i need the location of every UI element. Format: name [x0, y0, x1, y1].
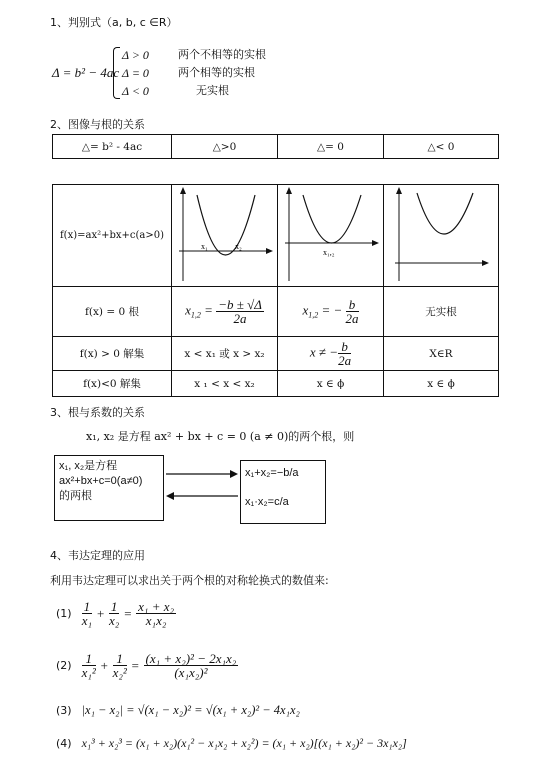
root-var: x	[302, 302, 309, 318]
section-2-heading: 2、图像与根的关系	[50, 118, 145, 131]
double-root-cell: $x_{1,2}$ = − $\frac{b}{2a}$	[278, 287, 384, 337]
formula-text: x₁³ + x₂³ = (x₁ + x₂)(x₁² − x₁x₂ + x₂²) = (x₁ + x₂)[(x₁ + x₂)² − 3x₁x₂]	[81, 736, 407, 750]
case-text: 两个不相等的实根	[178, 48, 266, 61]
section-4-intro: 利用韦达定理可以求出关于两个根的对称轮换式的数值来:	[50, 574, 329, 587]
frac-num: −b ± √Δ	[218, 297, 262, 312]
root-fraction	[216, 298, 264, 325]
fraction	[136, 600, 176, 627]
formula-2: (2) $\frac{1}{\text{x₁²}}$ + $\frac{1}{\text{x₂²}}$ = $\frac{\text{(x₁ + x₂)² − 2x₁x₂}}{\text{(x₁x₂)²}}$	[56, 651, 237, 680]
formula-index: (3)	[56, 704, 72, 717]
root-sub: 1,2	[190, 310, 201, 320]
fraction	[113, 652, 127, 679]
right-box	[240, 460, 326, 524]
row-label: f(x)=ax²+bx+c(a>0)	[53, 185, 172, 287]
table-cell: △= 0	[278, 135, 384, 159]
graph-label-x2: x₂	[234, 242, 242, 251]
frac-den: x₁²	[81, 665, 96, 680]
table-cell: △= b² - 4ac	[53, 135, 172, 159]
formula-1: (1) $\frac{1}{\text{x₁}}$ + $\frac{1}{\text{x₂}}$ = $\frac{\text{x₁ + x₂}}{\text{x₁x₂}}$	[56, 599, 175, 628]
discriminant-table	[52, 134, 499, 159]
root-sub: 1,2	[308, 310, 319, 320]
sum-relation: x₁+x₂=−b/a	[245, 467, 299, 479]
frac-num: (x₁ + x₂)² − 2x₁x₂	[145, 651, 237, 666]
frac-num: x₁ + x₂	[138, 599, 175, 614]
table-cell	[278, 337, 384, 371]
frac-den: (x₁x₂)²	[174, 665, 208, 680]
case-cond: Δ > 0	[122, 48, 149, 62]
frac-num: b	[338, 340, 351, 354]
table-cell: x ₁ < x < x₂	[172, 371, 278, 397]
section-4-heading: 4、韦达定理的应用	[50, 549, 145, 562]
case-cond: Δ < 0	[122, 84, 149, 98]
graph-label-x1: x₁	[200, 242, 208, 251]
frac-num: b	[346, 298, 359, 312]
section-1-heading: 1、判别式（a, b, c ∈R）	[50, 16, 178, 29]
table-cell: x < x₁ 或 x > x₂	[172, 337, 278, 371]
section-3-heading: 3、根与系数的关系	[50, 406, 145, 419]
root-var: x	[185, 302, 191, 318]
table-cell: X∈R	[384, 337, 499, 371]
graph-cell-one-root	[278, 185, 384, 287]
case-cond: Δ = 0	[122, 66, 149, 80]
table-cell: x ∈ ϕ	[278, 371, 384, 397]
frac-den: x₂²	[112, 665, 127, 680]
case-brace	[113, 47, 120, 99]
table-cell: △< 0	[384, 135, 499, 159]
box-line: x₁, x₂是方程	[59, 460, 118, 472]
row-label: f(x) > 0 解集	[53, 337, 172, 371]
roots-graph-table	[52, 184, 499, 397]
frac-den: 2a	[233, 311, 247, 326]
fraction	[82, 652, 96, 679]
formula-index: (2)	[56, 659, 72, 672]
no-root-cell: 无实根	[384, 287, 499, 337]
row-label: f(x)<0 解集	[53, 371, 172, 397]
product-relation: x₁·x₂=c/a	[245, 496, 289, 508]
fraction	[144, 652, 239, 679]
case-text: 无实根	[196, 84, 229, 97]
frac-num: 1	[110, 599, 118, 614]
neq-text: x ≠ −	[309, 344, 339, 360]
formula-3	[56, 703, 300, 718]
formula-text: |x₁ − x₂| = √(x₁ − x₂)² = √(x₁ + x₂)² − 4x₁x₂	[81, 703, 300, 717]
discriminant-formula: Δ = b² − 4ac	[52, 65, 120, 80]
discriminant-cases	[122, 46, 266, 100]
case-text: 两个相等的实根	[178, 66, 255, 79]
formula-4	[56, 736, 407, 751]
frac-den: 2a	[338, 353, 352, 368]
frac-den: x₁	[81, 613, 92, 628]
graph-cell-no-root	[384, 185, 499, 287]
row-label: f(x) = 0 根	[53, 287, 172, 337]
frac-num: 1	[82, 652, 96, 666]
left-box	[54, 455, 164, 521]
box-line: ax²+bx+c=0(a≠0)	[59, 475, 143, 487]
graph-label-x12: x₁,₂	[322, 248, 335, 257]
bidirectional-arrows	[164, 458, 240, 514]
table-cell: x ∈ ϕ	[384, 371, 499, 397]
formula-index: (4)	[56, 737, 72, 750]
parabola-two-roots-graph	[175, 185, 275, 283]
graph-cell-two-roots	[172, 185, 278, 287]
frac-den: x₁x₂	[145, 613, 167, 628]
frac-den: 2a	[345, 311, 359, 326]
box-line: 的两根	[59, 490, 92, 502]
root-formula-cell: $x_{1,2}$ = $\frac{-b \pm √\Delta}{2a}$	[172, 287, 278, 337]
frac-den: x₂	[108, 613, 120, 628]
fraction	[82, 600, 93, 627]
vieta-statement: x₁, x₂ 是方程 ax² + bx + c = 0 (a ≠ 0)的两个根，则	[86, 430, 355, 443]
parabola-no-root-graph	[391, 185, 491, 283]
table-cell: △>0	[172, 135, 278, 159]
frac-num: 1	[113, 652, 127, 666]
frac-num: 1	[83, 599, 91, 614]
fraction	[109, 600, 120, 627]
neq-fraction	[338, 340, 351, 367]
parabola-one-root-graph	[281, 185, 381, 283]
root-fraction	[346, 298, 359, 325]
formula-index: (1)	[56, 607, 72, 620]
